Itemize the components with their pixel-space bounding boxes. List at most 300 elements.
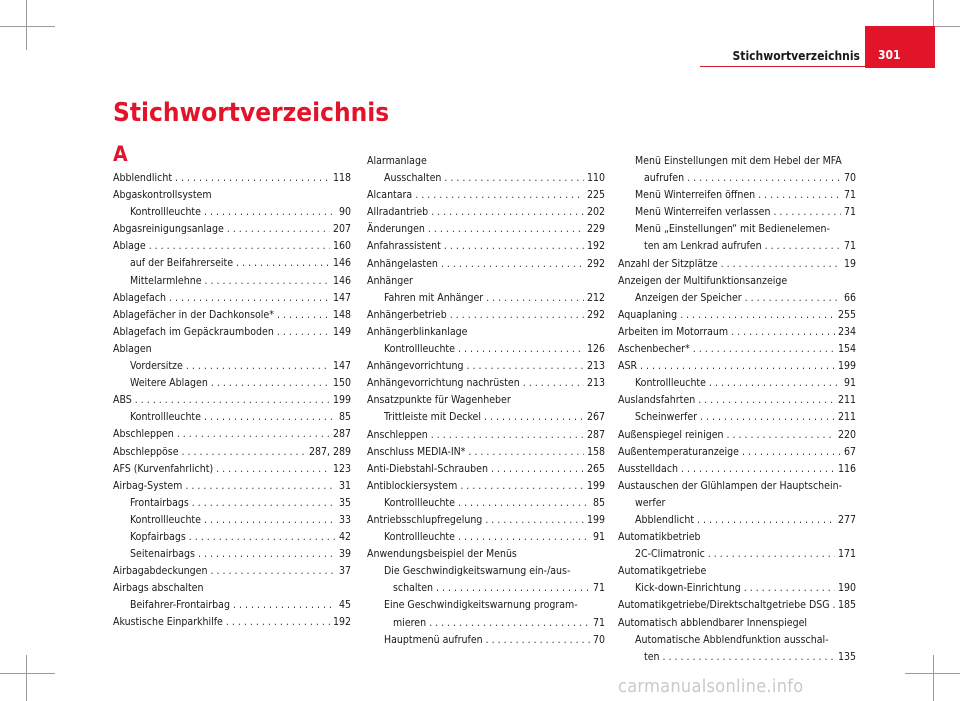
entry-page: 292 bbox=[586, 257, 605, 270]
entry-page: 190 bbox=[837, 582, 856, 595]
entry-page: 147 bbox=[332, 360, 351, 373]
index-entry bbox=[618, 427, 856, 444]
entry-term: Anschleppen bbox=[367, 428, 428, 441]
index-entry bbox=[113, 273, 351, 290]
entry-page: 71 bbox=[592, 582, 605, 595]
entry-term: Airbagabdeckungen bbox=[113, 565, 208, 578]
index-entry bbox=[367, 170, 605, 187]
index-entry bbox=[618, 495, 856, 512]
index-entry bbox=[367, 358, 605, 375]
entry-term: Airbag-System bbox=[113, 479, 183, 492]
leader-dots bbox=[727, 427, 835, 444]
entry-term: Frontairbags bbox=[130, 496, 189, 509]
entry-term: Ablagefächer in der Dachkonsole* bbox=[113, 308, 274, 321]
entry-page: 211 bbox=[837, 411, 856, 424]
entry-page: 85 bbox=[338, 411, 351, 424]
leader-dots bbox=[428, 221, 584, 238]
entry-term: Anwendungsbeispiel der Menüs bbox=[367, 548, 517, 561]
entry-term: Kopfairbags bbox=[130, 530, 186, 543]
leader-dots bbox=[458, 341, 584, 358]
index-entry bbox=[367, 461, 605, 478]
entry-term: werfer bbox=[635, 496, 666, 509]
entry-term: 2C-Climatronic bbox=[635, 548, 705, 561]
entry-term: Allradantrieb bbox=[367, 206, 429, 219]
leader-dots bbox=[192, 495, 336, 512]
entry-page: 33 bbox=[338, 513, 351, 526]
entry-term: auf der Beifahrerseite bbox=[130, 257, 234, 270]
leader-dots bbox=[742, 444, 841, 461]
index-entry bbox=[367, 409, 605, 426]
entry-page: 160 bbox=[332, 240, 351, 253]
index-entry bbox=[367, 238, 605, 255]
entry-page: 265 bbox=[586, 462, 605, 475]
entry-term: Anhängerblinkanlage bbox=[367, 325, 468, 338]
leader-dots bbox=[450, 307, 584, 324]
entry-page: 207 bbox=[332, 223, 351, 236]
index-entry bbox=[367, 324, 605, 341]
entry-page: 287 bbox=[586, 428, 605, 441]
entry-term: aufrufen bbox=[644, 172, 685, 185]
entry-page: 39 bbox=[338, 548, 351, 561]
entry-page: 67 bbox=[843, 445, 856, 458]
index-entry bbox=[618, 649, 856, 666]
index-entry bbox=[113, 358, 351, 375]
index-entry-list bbox=[618, 153, 856, 666]
entry-page: 90 bbox=[338, 206, 351, 219]
leader-dots bbox=[745, 290, 841, 307]
leader-dots bbox=[458, 529, 590, 546]
index-entry bbox=[113, 478, 351, 495]
entry-term: Alarmanlage bbox=[367, 155, 427, 167]
index-entry bbox=[618, 204, 856, 221]
entry-page: 42 bbox=[338, 530, 351, 543]
entry-page: 211 bbox=[837, 394, 856, 407]
index-entry bbox=[113, 512, 351, 529]
index-entry bbox=[113, 563, 351, 580]
entry-term: Automatisch abblendbarer Innenspiegel bbox=[618, 616, 808, 629]
leader-dots bbox=[149, 238, 330, 255]
leader-dots bbox=[680, 307, 835, 324]
leader-dots bbox=[177, 426, 330, 443]
entry-term: Scheinwerfer bbox=[635, 411, 698, 424]
index-entry bbox=[367, 375, 605, 392]
index-entry bbox=[367, 427, 605, 444]
leader-dots bbox=[491, 461, 584, 478]
entry-page: 234 bbox=[837, 325, 856, 338]
entry-term: Änderungen bbox=[367, 223, 425, 236]
entry-term: Vordersitze bbox=[130, 360, 183, 373]
leader-dots bbox=[444, 238, 584, 255]
leader-dots bbox=[169, 290, 330, 307]
index-entry bbox=[113, 187, 351, 204]
entry-term: Anhängevorrichtung nachrüsten bbox=[367, 377, 520, 390]
entry-page: 135 bbox=[837, 650, 856, 663]
entry-term: Kontrollleuchte bbox=[130, 411, 201, 424]
entry-page: 220 bbox=[837, 428, 856, 441]
entry-term: Ablagefach im Gepäckraumboden bbox=[113, 325, 274, 338]
entry-term: Abgaskontrollsystem bbox=[113, 189, 212, 202]
index-entry bbox=[367, 153, 605, 170]
entry-term: Abschleppen bbox=[113, 428, 174, 441]
leader-dots bbox=[210, 563, 335, 580]
entry-term: Anhängevorrichtung bbox=[367, 360, 464, 373]
leader-dots bbox=[185, 478, 336, 495]
crop-mark bbox=[26, 655, 27, 701]
entry-term: Die Geschwindigkeitswarnung ein-/aus- bbox=[384, 565, 571, 578]
entry-page: 118 bbox=[332, 172, 351, 184]
entry-term: Automatikgetriebe/Direktschaltgetriebe DSG bbox=[618, 599, 830, 612]
leader-dots bbox=[227, 221, 330, 238]
entry-term: Automatikgetriebe bbox=[618, 565, 707, 578]
leader-dots bbox=[484, 409, 584, 426]
entry-page: 71 bbox=[843, 206, 856, 219]
index-entry bbox=[367, 341, 605, 358]
entry-page: 212 bbox=[586, 291, 605, 304]
entry-term: Antiblockiersystem bbox=[367, 479, 458, 492]
entry-page: 123 bbox=[332, 462, 351, 475]
entry-page: 255 bbox=[837, 308, 856, 321]
index-entry bbox=[113, 614, 351, 631]
entry-term: Menü Winterreifen verlassen bbox=[635, 206, 771, 219]
index-entry bbox=[618, 307, 856, 324]
entry-page: 45 bbox=[338, 599, 351, 612]
section-letter: A bbox=[113, 142, 128, 166]
leader-dots bbox=[135, 392, 330, 409]
leader-dots bbox=[681, 461, 835, 478]
leader-dots bbox=[687, 170, 841, 187]
entry-page: 199 bbox=[332, 394, 351, 407]
index-entry bbox=[618, 392, 856, 409]
index-entry bbox=[618, 375, 856, 392]
leader-dots bbox=[700, 409, 835, 426]
index-entry bbox=[113, 324, 351, 341]
leader-dots bbox=[640, 358, 835, 375]
leader-dots bbox=[444, 170, 584, 187]
entry-term: Menü Einstellungen mit dem Hebel der MFA bbox=[635, 155, 842, 167]
index-entry bbox=[618, 153, 856, 170]
entry-term: Ablagefach bbox=[113, 291, 166, 304]
entry-page: 199 bbox=[586, 479, 605, 492]
entry-term: Ansatzpunkte für Wagenheber bbox=[367, 394, 511, 407]
index-entry bbox=[113, 290, 351, 307]
entry-term: Kontrollleuchte bbox=[384, 496, 455, 509]
entry-page: 71 bbox=[843, 189, 856, 202]
leader-dots bbox=[486, 632, 590, 649]
entry-term: Aschenbecher* bbox=[618, 343, 690, 356]
leader-dots bbox=[236, 255, 330, 272]
leader-dots bbox=[460, 478, 584, 495]
leader-dots bbox=[204, 204, 336, 221]
entry-page: 71 bbox=[843, 240, 856, 253]
index-entry bbox=[618, 512, 856, 529]
index-entry bbox=[367, 221, 605, 238]
index-entry bbox=[618, 221, 856, 238]
entry-term: Anti-Diebstahl-Schrauben bbox=[367, 462, 488, 475]
index-entry bbox=[367, 512, 605, 529]
entry-page: 126 bbox=[586, 343, 605, 356]
entry-term: Anhängerbetrieb bbox=[367, 308, 447, 321]
leader-dots bbox=[431, 427, 584, 444]
entry-term: Menü Winterreifen öffnen bbox=[635, 189, 756, 202]
entry-page: 192 bbox=[586, 240, 605, 253]
index-entry bbox=[367, 392, 605, 409]
crop-mark bbox=[933, 655, 934, 701]
entry-term: Anzeigen der Speicher bbox=[635, 291, 742, 304]
leader-dots bbox=[277, 307, 330, 324]
entry-term: Austauschen der Glühlampen der Hauptschein- bbox=[618, 479, 843, 492]
entry-page: 37 bbox=[338, 565, 351, 578]
leader-dots bbox=[175, 170, 330, 187]
entry-term: mieren bbox=[393, 616, 427, 629]
index-entry bbox=[618, 273, 856, 290]
index-column-2 bbox=[367, 153, 605, 649]
index-entry bbox=[618, 256, 856, 273]
leader-dots bbox=[429, 615, 590, 632]
index-entry bbox=[618, 632, 856, 649]
entry-page: 192 bbox=[332, 616, 351, 629]
index-entry bbox=[618, 461, 856, 478]
entry-page: 149 bbox=[332, 325, 351, 338]
leader-dots bbox=[211, 375, 330, 392]
entry-page: 229 bbox=[586, 223, 605, 236]
entry-term: Menü „Einstellungen“ mit Bedienelemen- bbox=[635, 223, 830, 236]
entry-page: 91 bbox=[843, 377, 856, 390]
index-entry bbox=[367, 632, 605, 649]
index-entry bbox=[367, 273, 605, 290]
entry-term: Ablagen bbox=[113, 342, 152, 355]
entry-term: Anhängelasten bbox=[367, 257, 438, 270]
entry-term: Weitere Ablagen bbox=[130, 377, 208, 390]
entry-term: Außenspiegel reinigen bbox=[618, 428, 724, 441]
entry-page: 292 bbox=[586, 308, 605, 321]
entry-page: 185 bbox=[837, 599, 856, 612]
entry-term: Kick-down-Einrichtung bbox=[635, 582, 741, 595]
index-column-3 bbox=[618, 153, 856, 666]
leader-dots bbox=[708, 546, 835, 563]
index-entry bbox=[113, 580, 351, 597]
index-entry bbox=[367, 529, 605, 546]
index-entry bbox=[618, 478, 856, 495]
index-entry bbox=[113, 546, 351, 563]
index-entry bbox=[367, 546, 605, 563]
index-entry bbox=[618, 563, 856, 580]
index-entry-list bbox=[113, 170, 351, 632]
leader-dots bbox=[833, 597, 835, 614]
leader-dots bbox=[205, 273, 330, 290]
entry-page: 110 bbox=[586, 172, 605, 185]
entry-term: Hauptmenü aufrufen bbox=[384, 633, 483, 646]
index-entry bbox=[367, 256, 605, 273]
index-entry bbox=[113, 238, 351, 255]
entry-page: 148 bbox=[332, 308, 351, 321]
watermark: carmanualsonline.info bbox=[618, 676, 804, 697]
index-entry bbox=[618, 358, 856, 375]
leader-dots bbox=[731, 324, 835, 341]
entry-term: Ausstelldach bbox=[618, 462, 679, 475]
leader-dots bbox=[758, 187, 841, 204]
entry-page: 267 bbox=[586, 411, 605, 424]
entry-term: Automatische Abblendfunktion ausschal- bbox=[635, 633, 829, 646]
leader-dots bbox=[204, 512, 336, 529]
entry-term: ten bbox=[644, 650, 660, 663]
index-entry bbox=[367, 495, 605, 512]
leader-dots bbox=[744, 580, 835, 597]
entry-term: ASR bbox=[618, 360, 638, 373]
page-title: Stichwortverzeichnis bbox=[113, 98, 390, 128]
index-entry bbox=[367, 580, 605, 597]
entry-term: ten am Lenkrad aufrufen bbox=[644, 240, 762, 253]
leader-dots bbox=[216, 461, 330, 478]
entry-term: Anzeigen der Multifunktionsanzeige bbox=[618, 274, 788, 287]
entry-term: Ausschalten bbox=[384, 172, 442, 185]
leader-dots bbox=[415, 187, 584, 204]
index-entry bbox=[367, 204, 605, 221]
entry-term: Kontrollleuchte bbox=[130, 513, 201, 526]
entry-term: Kontrollleuchte bbox=[635, 377, 706, 390]
index-entry bbox=[618, 580, 856, 597]
index-entry bbox=[618, 324, 856, 341]
index-entry bbox=[618, 170, 856, 187]
index-entry bbox=[113, 307, 351, 324]
entry-term: Trittleiste mit Deckel bbox=[384, 411, 481, 424]
leader-dots bbox=[436, 580, 590, 597]
leader-dots bbox=[186, 358, 330, 375]
entry-page: 71 bbox=[592, 616, 605, 629]
entry-term: Außentemperaturanzeige bbox=[618, 445, 739, 458]
entry-term: AFS (Kurvenfahrlicht) bbox=[113, 462, 214, 475]
entry-term: Abblendlicht bbox=[635, 513, 695, 526]
leader-dots bbox=[182, 444, 306, 461]
entry-term: Anzahl der Sitzplätze bbox=[618, 257, 718, 270]
leader-dots bbox=[721, 256, 841, 273]
index-entry bbox=[367, 615, 605, 632]
entry-term: Anhänger bbox=[367, 274, 413, 287]
entry-term: Eine Geschwindigkeitswarnung program- bbox=[384, 599, 578, 612]
entry-page: 213 bbox=[586, 360, 605, 373]
index-entry bbox=[367, 307, 605, 324]
entry-term: schalten bbox=[393, 582, 434, 595]
entry-page: 66 bbox=[843, 291, 856, 304]
entry-term: Antriebsschlupfregelung bbox=[367, 513, 483, 526]
leader-dots bbox=[486, 290, 584, 307]
entry-term: Beifahrer-Frontairbag bbox=[130, 599, 230, 612]
index-entry bbox=[113, 221, 351, 238]
index-entry bbox=[618, 529, 856, 546]
index-entry bbox=[367, 478, 605, 495]
index-entry bbox=[113, 461, 351, 478]
entry-term: Ablage bbox=[113, 240, 146, 253]
entry-page: 91 bbox=[592, 531, 605, 544]
entry-page: 146 bbox=[332, 274, 351, 287]
index-column-1 bbox=[113, 140, 351, 632]
leader-dots bbox=[431, 204, 584, 221]
index-entry bbox=[113, 255, 351, 272]
entry-term: Kontrollleuchte bbox=[384, 343, 455, 356]
leader-dots bbox=[709, 375, 841, 392]
entry-term: Seitenairbags bbox=[130, 548, 195, 561]
entry-page: 287 bbox=[332, 428, 351, 441]
index-entry bbox=[618, 238, 856, 255]
entry-term: Auslandsfahrten bbox=[618, 394, 696, 407]
entry-term: Automatikbetrieb bbox=[618, 531, 701, 544]
index-entry bbox=[367, 563, 605, 580]
leader-dots bbox=[233, 597, 336, 614]
entry-page: 171 bbox=[837, 548, 856, 561]
index-entry bbox=[113, 170, 351, 187]
leader-dots bbox=[485, 512, 584, 529]
entry-page: 35 bbox=[338, 496, 351, 509]
index-entry bbox=[113, 204, 351, 221]
index-entry bbox=[113, 426, 351, 443]
index-entry bbox=[113, 495, 351, 512]
leader-dots bbox=[693, 341, 835, 358]
index-entry bbox=[367, 444, 605, 461]
leader-dots bbox=[189, 529, 336, 546]
index-entry bbox=[618, 341, 856, 358]
index-entry bbox=[618, 546, 856, 563]
index-entry bbox=[618, 409, 856, 426]
crop-mark bbox=[0, 673, 55, 674]
entry-page: 116 bbox=[837, 462, 856, 475]
entry-term: Fahren mit Anhänger bbox=[384, 291, 484, 304]
crop-mark bbox=[26, 0, 27, 50]
entry-term: Mittelarmlehne bbox=[130, 274, 202, 287]
entry-page: 70 bbox=[843, 172, 856, 185]
index-entry bbox=[113, 392, 351, 409]
running-header: Stichwortverzeichnis bbox=[732, 49, 860, 63]
index-entry bbox=[113, 444, 351, 461]
entry-page: 225 bbox=[586, 189, 605, 202]
index-entry bbox=[367, 597, 605, 614]
leader-dots bbox=[698, 392, 835, 409]
entry-page: 199 bbox=[586, 513, 605, 526]
entry-term: Abgasreinigungsanlage bbox=[113, 223, 224, 236]
leader-dots bbox=[226, 614, 330, 631]
entry-page: 150 bbox=[332, 377, 351, 390]
entry-page: 213 bbox=[586, 377, 605, 390]
leader-dots bbox=[765, 238, 841, 255]
entry-term: Arbeiten im Motorraum bbox=[618, 325, 729, 338]
entry-page: 202 bbox=[586, 206, 605, 219]
entry-term: Kontrollleuchte bbox=[384, 531, 455, 544]
entry-term: Anfahrassistent bbox=[367, 240, 441, 253]
crop-mark bbox=[0, 26, 55, 27]
leader-dots bbox=[468, 444, 584, 461]
index-entry bbox=[113, 375, 351, 392]
entry-term: ABS bbox=[113, 394, 132, 407]
entry-page: 31 bbox=[338, 479, 351, 492]
entry-term: Abschleppöse bbox=[113, 445, 179, 458]
index-entry bbox=[618, 187, 856, 204]
header-rule bbox=[700, 66, 865, 67]
leader-dots bbox=[441, 256, 584, 273]
entry-page: 146 bbox=[332, 257, 351, 270]
leader-dots bbox=[523, 375, 584, 392]
leader-dots bbox=[466, 358, 584, 375]
leader-dots bbox=[277, 324, 330, 341]
leader-dots bbox=[663, 649, 835, 666]
index-entry bbox=[113, 529, 351, 546]
entry-page: 287, 289 bbox=[308, 445, 351, 458]
entry-page: 19 bbox=[843, 257, 856, 270]
leader-dots bbox=[458, 495, 590, 512]
entry-term: Alcantara bbox=[367, 189, 413, 202]
entry-term: Abblendlicht bbox=[113, 172, 173, 184]
leader-dots bbox=[198, 546, 336, 563]
index-entry bbox=[618, 290, 856, 307]
entry-term: Airbags abschalten bbox=[113, 582, 204, 595]
entry-term: Anschluss MEDIA-IN* bbox=[367, 445, 466, 458]
